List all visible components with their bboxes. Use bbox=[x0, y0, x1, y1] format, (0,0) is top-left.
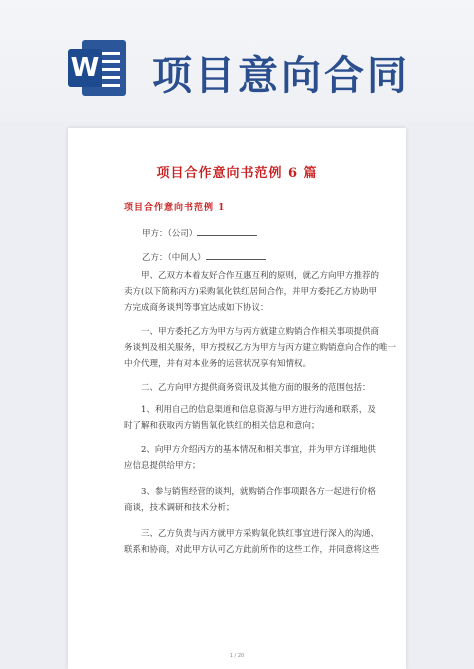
paragraph-line: 1、利用自己的信息渠道和信息资源与甲方进行沟通和联系，及 bbox=[141, 405, 376, 415]
paragraph-line: 一、甲方委托乙方为甲方与丙方就建立购销合作相关事项提供商 bbox=[141, 327, 380, 337]
paragraph-line: 卖方(以下简称丙方)采购氧化铁红居间合作，并甲方委托乙方协助甲 bbox=[124, 287, 378, 297]
paragraph-line: 甲、乙双方本着友好合作互惠互利的原则，就乙方向甲方推荐的 bbox=[141, 271, 380, 281]
page-number: 1 / 20 bbox=[229, 653, 245, 659]
party-b-field bbox=[142, 250, 266, 263]
paragraph bbox=[124, 526, 380, 558]
paragraph-line: 二、乙方向甲方提供商务资讯及其他方面的服务的范围包括： bbox=[141, 383, 371, 393]
banner bbox=[0, 0, 474, 122]
paragraph-line: 2、向甲方介绍丙方的基本情况和相关事宜，并为甲方详细地供 bbox=[141, 445, 376, 455]
party-a-label: 甲方：（公司） bbox=[142, 229, 198, 239]
paragraph-line: 商谈，技术调研和技术分析； bbox=[124, 503, 235, 513]
paragraph-line: 联系和协商，对此甲方认可乙方此前所作的这些工作，并同意将这些 bbox=[124, 545, 380, 555]
word-document-icon bbox=[68, 40, 128, 96]
document-page bbox=[68, 128, 406, 669]
paragraph bbox=[124, 268, 380, 316]
party-a-field bbox=[142, 226, 257, 239]
paragraph bbox=[124, 324, 397, 372]
paragraph-line: 三、乙方负责与丙方就甲方采购氧化铁红事宜进行深入的沟通、 bbox=[141, 529, 380, 539]
paragraph-line: 务谈判及相关服务，甲方授权乙方为甲方与丙方建立购销意向合作的唯一 bbox=[124, 343, 397, 353]
paragraph-line: 方完成商务谈判等事宜达成如下协议： bbox=[124, 303, 269, 313]
paragraph-line: 时了解和获取丙方销售氧化铁红的相关信息和意向； bbox=[124, 421, 320, 431]
banner-title: 项目意向合同 bbox=[152, 53, 410, 99]
party-a-blank-line bbox=[197, 226, 257, 236]
paragraph-line: 应信息提供给甲方； bbox=[124, 461, 201, 471]
party-b-label: 乙方：（中间人） bbox=[142, 253, 206, 263]
party-b-blank-line bbox=[206, 250, 266, 260]
document-title: 项目合作意向书范例 6 篇 bbox=[156, 166, 318, 181]
section-title: 项目合作意向书范例 1 bbox=[124, 203, 226, 213]
paragraph bbox=[124, 380, 371, 396]
paragraph-line: 中介代理，并有对本业务的运营状况享有知情权。 bbox=[124, 359, 312, 369]
paragraph-line: 3、参与销售经营的谈判，就购销合作事项跟各方一起进行价格 bbox=[141, 487, 376, 497]
word-logo-badge: W bbox=[68, 49, 102, 87]
paragraph bbox=[124, 442, 376, 474]
paragraph bbox=[124, 484, 376, 516]
paragraph bbox=[124, 402, 376, 434]
